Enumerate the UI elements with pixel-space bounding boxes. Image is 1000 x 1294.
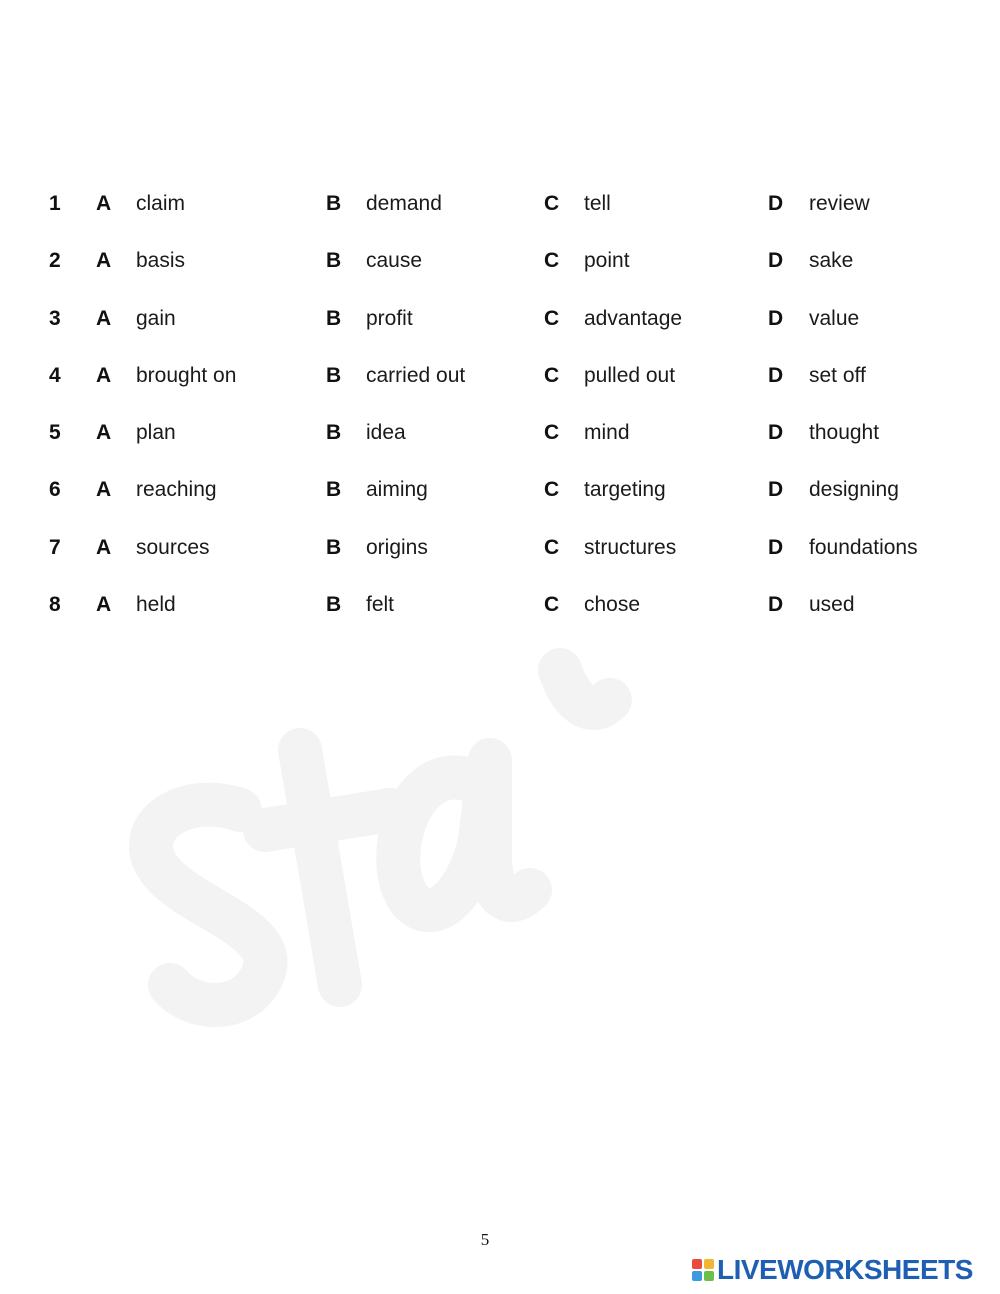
question-list <box>0 176 1000 634</box>
option-letter: D <box>768 421 784 445</box>
option-text: cause <box>366 249 423 273</box>
option-letter: B <box>326 535 342 559</box>
option-letter: C <box>544 192 560 215</box>
option-text: value <box>809 306 860 330</box>
option-letter: A <box>96 535 112 559</box>
option-text: mind <box>584 421 630 445</box>
liveworksheets-logo-icon <box>692 1259 714 1281</box>
option-letter: D <box>768 593 784 617</box>
option-letter: B <box>326 192 342 215</box>
option-text: foundations <box>809 535 918 559</box>
option-text: profit <box>366 306 413 330</box>
option-text: gain <box>136 306 176 330</box>
option-letter: B <box>326 249 342 273</box>
logo-square-yellow <box>704 1259 714 1269</box>
option-text: sources <box>136 535 210 559</box>
option-text: carried out <box>366 363 466 387</box>
question-row <box>0 520 1000 577</box>
question-number: 7 <box>49 535 61 559</box>
question-row <box>0 348 1000 405</box>
logo-square-red <box>692 1259 702 1269</box>
option-text: demand <box>366 192 442 215</box>
question-row <box>0 405 1000 462</box>
option-text: chose <box>584 593 641 617</box>
option-letter: D <box>768 249 784 273</box>
option-letter: C <box>544 478 560 502</box>
option-letter: D <box>768 478 784 502</box>
option-text: plan <box>136 421 176 445</box>
logo-square-blue <box>692 1271 702 1281</box>
option-letter: B <box>326 363 342 387</box>
question-number: 6 <box>49 478 61 502</box>
option-letter: B <box>326 593 342 617</box>
question-number: 5 <box>49 421 61 445</box>
option-text: claim <box>136 192 186 215</box>
option-letter: D <box>768 363 784 387</box>
brand-name: LIVEWORKSHEETS <box>717 1254 973 1285</box>
option-text: idea <box>366 421 406 445</box>
question-number: 3 <box>49 306 61 330</box>
option-letter: A <box>96 363 112 387</box>
option-letter: C <box>544 421 560 445</box>
option-text: basis <box>136 249 186 273</box>
option-letter: A <box>96 249 112 273</box>
option-letter: D <box>768 306 784 330</box>
question-row <box>0 291 1000 348</box>
logo-square-green <box>704 1271 714 1281</box>
option-letter: A <box>96 306 112 330</box>
option-letter: A <box>96 593 112 617</box>
option-text: sake <box>809 249 854 273</box>
question-row <box>0 176 1000 233</box>
option-letter: B <box>326 306 342 330</box>
question-number: 1 <box>49 192 61 215</box>
option-letter: C <box>544 593 560 617</box>
question-row <box>0 577 1000 634</box>
option-letter: B <box>326 421 342 445</box>
option-letter: A <box>96 478 112 502</box>
watermark-icon <box>90 640 650 1040</box>
option-text: brought on <box>136 363 237 387</box>
question-row <box>0 233 1000 290</box>
option-letter: D <box>768 192 784 215</box>
option-letter: C <box>544 249 560 273</box>
question-number: 8 <box>49 593 61 617</box>
option-text: felt <box>366 593 395 617</box>
option-text: targeting <box>584 478 666 502</box>
option-text: used <box>809 593 855 617</box>
page-number: 5 <box>480 1230 490 1249</box>
option-text: review <box>809 192 870 215</box>
option-text: point <box>584 249 630 273</box>
option-text: origins <box>366 535 428 559</box>
option-text: advantage <box>584 306 683 330</box>
option-text: designing <box>809 478 899 502</box>
option-letter: B <box>326 478 342 502</box>
option-text: reaching <box>136 478 217 502</box>
option-text: thought <box>809 421 880 445</box>
question-row <box>0 462 1000 519</box>
option-letter: C <box>544 363 560 387</box>
question-number: 4 <box>49 363 61 387</box>
option-letter: A <box>96 421 112 445</box>
option-text: structures <box>584 535 677 559</box>
option-letter: C <box>544 535 560 559</box>
option-text: set off <box>809 363 866 387</box>
option-text: tell <box>584 192 611 215</box>
option-letter: C <box>544 306 560 330</box>
option-letter: A <box>96 192 112 215</box>
liveworksheets-brand[interactable] <box>692 1254 973 1286</box>
question-number: 2 <box>49 249 61 273</box>
option-text: pulled out <box>584 363 676 387</box>
option-text: aiming <box>366 478 428 502</box>
option-letter: D <box>768 535 784 559</box>
option-text: held <box>136 593 176 617</box>
